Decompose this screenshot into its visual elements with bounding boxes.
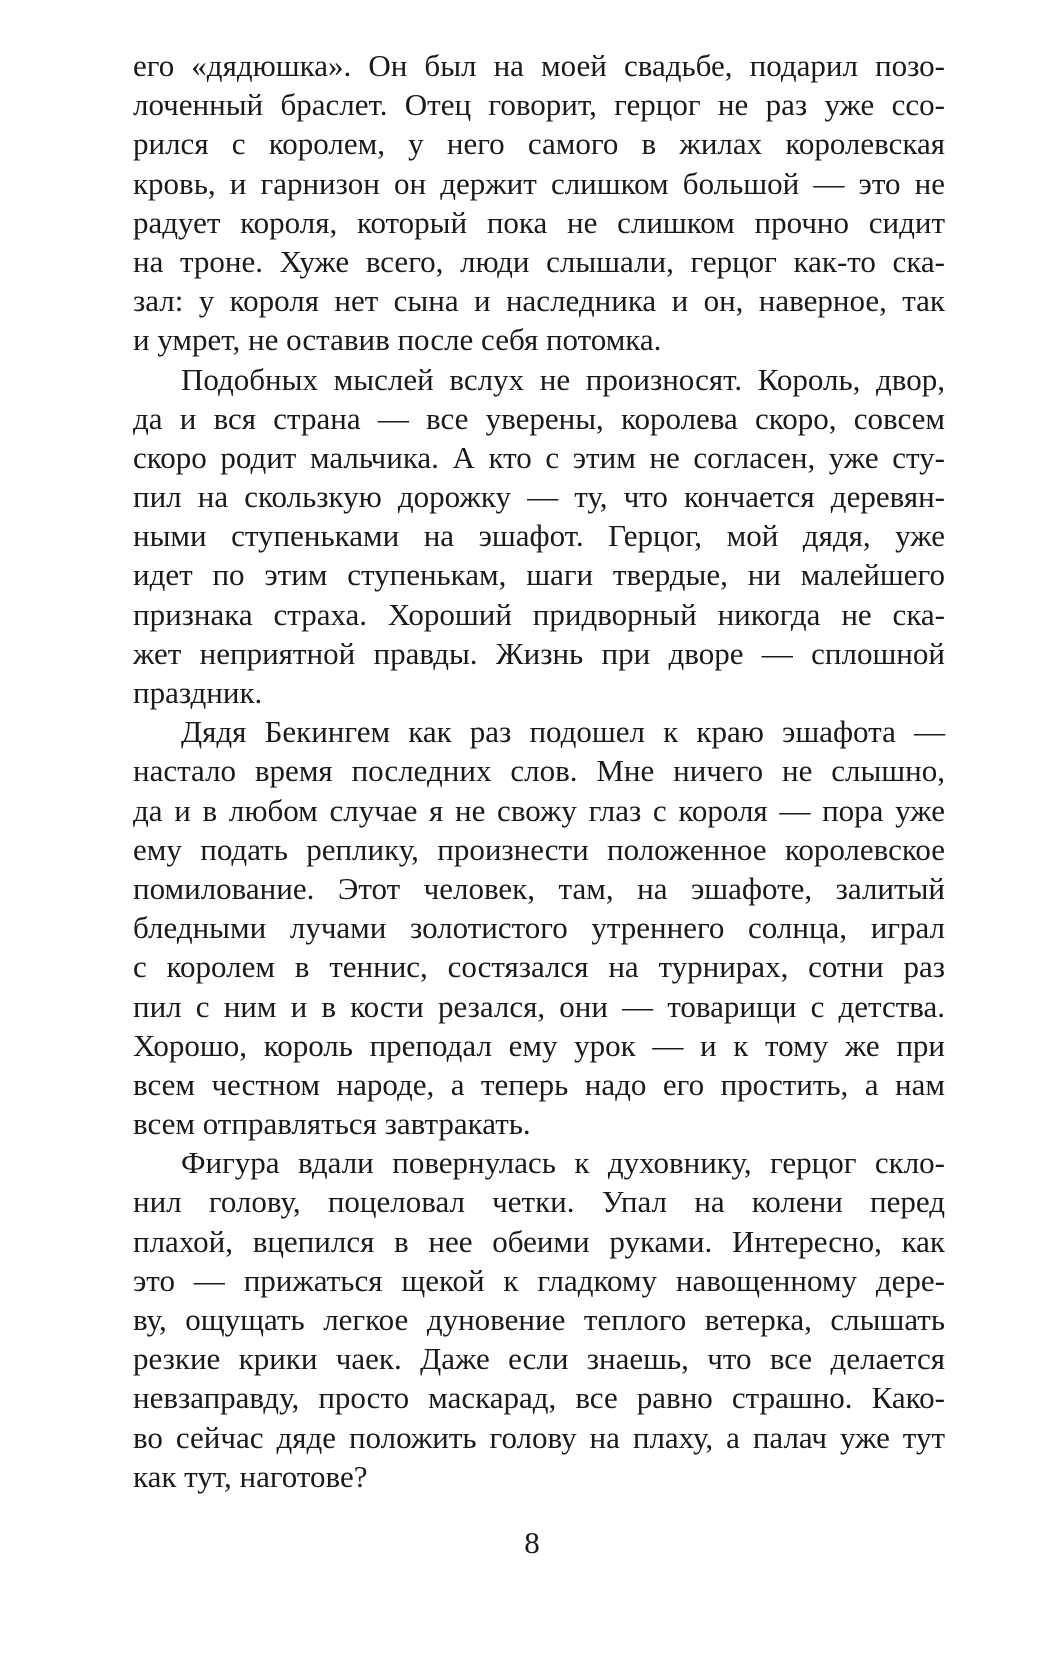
text-line: да и вся страна — все уверены, королева скоро, совсем (133, 400, 945, 436)
text-line: рился с королем, у него самого в жилах королевская (133, 126, 945, 162)
text-line: всем отправляться завтракать. (133, 1106, 531, 1142)
text-line: признака страха. Хороший придворный никогда не ска- (133, 596, 945, 632)
text-line: праздник. (133, 675, 263, 710)
text-line: бледными лучами золотистого утреннего солнца, играл (133, 910, 945, 946)
text-line: пил на скользкую дорожку — ту, что кончается деревян- (133, 479, 945, 515)
text-line: Дядя Бекингем как раз подошел к краю эшафота — (181, 714, 945, 750)
text-line: кровь, и гарнизон он держит слишком большой — это не (133, 165, 945, 201)
text-line: жет неприятной правды. Жизнь при дворе — сплошной (133, 635, 945, 671)
text-line: резкие крики чаек. Даже если знаешь, что все делается (133, 1341, 945, 1377)
text-line: Хорошо, король преподал ему урок — и к тому же при (133, 1027, 945, 1063)
text-line: плахой, вцепился в нее обеими руками. Интересно, как (133, 1223, 945, 1259)
text-line: ными ступеньками на эшафот. Герцог, мой дядя, уже (133, 518, 945, 554)
text-line: это — прижаться щекой к гладкому навощенному дере- (133, 1262, 945, 1298)
text-line: с королем в теннис, состязался на турнирах, сотни раз (133, 949, 945, 985)
body-text (133, 46, 945, 1496)
page-number: 8 (524, 1525, 540, 1560)
text-line: на троне. Хуже всего, люди слышали, герцог как-то ска- (133, 243, 945, 279)
text-line: помилование. Этот человек, там, на эшафоте, залитый (133, 870, 945, 906)
text-line: настало время последних слов. Мне ничего не слышно, (133, 753, 945, 789)
text-line: пил с ним и в кости резался, они — товарищи с детства. (133, 988, 945, 1024)
text-line: нил голову, поцеловал четки. Упал на колени перед (133, 1184, 945, 1220)
text-line: ву, ощущать легкое дуновение теплого ветерка, слышать (133, 1302, 945, 1337)
text-line: невзаправду, просто маскарад, все равно страшно. Како- (133, 1380, 945, 1416)
text-line: Подобных мыслей вслух не произносят. Король, двор, (181, 361, 945, 397)
text-line: зал: у короля нет сына и наследника и он, наверное, так (133, 283, 945, 319)
text-line: ему подать реплику, произнести положенное королевское (133, 831, 945, 867)
text-line: скоро родит мальчика. А кто с этим не согласен, уже сту- (133, 439, 945, 475)
text-line: да и в любом случае я не свожу глаз с короля — пора уже (133, 792, 945, 828)
text-line: всем честном народе, а теперь надо его простить, а нам (133, 1066, 945, 1102)
text-line: радует короля, который пока не слишком прочно сидит (133, 204, 945, 240)
text-line: и умрет, не оставив после себя потомка. (133, 322, 662, 358)
text-line: во сейчас дяде положить голову на плаху, а палач уже тут (133, 1419, 945, 1455)
text-line: Фигура вдали повернулась к духовнику, герцог скло- (181, 1145, 945, 1181)
text-line: идет по этим ступенькам, шаги твердые, ни малейшего (133, 557, 945, 593)
text-line: его «дядюшка». Он был на моей свадьбе, подарил позо- (133, 48, 945, 83)
text-line: как тут, наготове? (133, 1458, 368, 1494)
text-line: лоченный браслет. Отец говорит, герцог не раз уже ссо- (133, 87, 945, 123)
